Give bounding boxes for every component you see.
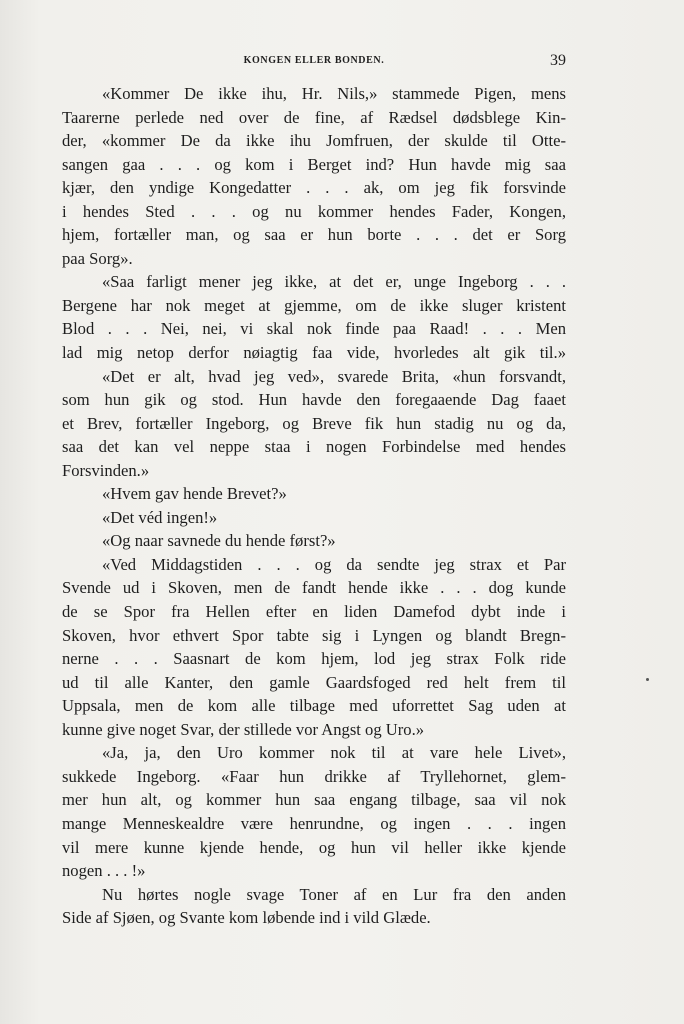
- text-line: hjem, fortæller man, og saa er hun borte . . . det er Sorg: [62, 225, 566, 245]
- text-line: «Ja, ja, den Uro kommer nok til at vare hele Livet»,: [102, 743, 566, 763]
- text-line: et Brev, fortæller Ingeborg, og Breve fik hun stadig nu og da,: [62, 413, 566, 433]
- text-line: Blod . . . Nei, nei, vi skal nok finde paa Raad! . . . Men: [62, 319, 566, 339]
- text-line: lad mig netop derfor nøiagtig faa vide, hvorledes alt gik til.»: [62, 343, 566, 363]
- text-line: Bergene har nok meget at gjemme, om de ikke sluger kristent: [62, 295, 566, 315]
- text-line: mange Menneskealdre være henrundne, og ingen . . . ingen: [62, 813, 566, 833]
- text-line: Side af Sjøen, og Svante kom løbende ind i vild Glæde.: [62, 908, 431, 928]
- text-line: der, «kommer De da ikke ihu Jomfruen, der skulde til Otte-: [62, 131, 566, 151]
- text-line: Uppsala, men de kom alle tilbage med uforrettet Sag uden at: [62, 696, 566, 716]
- text-line: «Hvem gav hende Brevet?»: [102, 484, 287, 504]
- text-line: vil mere kunne kjende hende, og hun vil heller ikke kjende: [62, 837, 566, 857]
- body-text: [62, 82, 566, 930]
- page-number: 39: [550, 52, 566, 69]
- text-line: paa Sorg».: [62, 248, 133, 268]
- text-line: Taarerne perlede ned over de fine, af Rædsel dødsblege Kin-: [62, 107, 566, 127]
- margin-speck: [646, 678, 649, 681]
- text-line: mer hun alt, og kommer hun saa engang tilbage, saa vil nok: [62, 790, 566, 810]
- text-line: «Det er alt, hvad jeg ved», svarede Brita, «hun forsvandt,: [102, 366, 566, 386]
- text-line: «Og naar savnede du hende først?»: [102, 531, 336, 551]
- text-line: sangen gaa . . . og kom i Berget ind? Hun havde mig saa: [62, 154, 566, 174]
- text-line: saa det kan vel neppe staa i nogen Forbindelse med hendes: [62, 437, 566, 457]
- text-line: kunne give noget Svar, der stillede vor Angst og Uro.»: [62, 719, 425, 739]
- text-line: «Ved Middagstiden . . . og da sendte jeg strax et Par: [102, 554, 566, 574]
- text-line: de se Spor fra Hellen efter en liden Damefod dybt inde i: [62, 602, 566, 622]
- text-line: «Det véd ingen!»: [102, 507, 218, 527]
- text-line: sukkede Ingeborg. «Faar hun drikke af Tryllehornet, glem-: [62, 766, 566, 786]
- text-line: nerne . . . Saasnart de kom hjem, lod jeg strax Folk ride: [62, 649, 566, 669]
- page-header: [62, 52, 566, 72]
- text-line: Forsvinden.»: [62, 460, 150, 480]
- running-head: KONGEN ELLER BONDEN.: [243, 55, 385, 66]
- text-line: Skoven, hvor ethvert Spor tabte sig i Lyngen og blandt Bregn-: [62, 625, 566, 645]
- text-line: som hun gik og stod. Hun havde den foregaaende Dag faaet: [62, 390, 566, 410]
- text-line: kjær, den yndige Kongedatter . . . ak, om jeg fik forsvinde: [62, 178, 566, 198]
- text-line: Svende ud i Skoven, men de fandt hende ikke . . . dog kunde: [62, 578, 566, 598]
- text-line: «Kommer De ikke ihu, Hr. Nils,» stammede Pigen, mens: [102, 84, 566, 103]
- text-line: i hendes Sted . . . og nu kommer hendes Fader, Kongen,: [62, 201, 566, 221]
- text-line: nogen . . . !»: [62, 861, 146, 881]
- text-line: ud til alle Kanter, den gamle Gaardsfoged red helt frem til: [62, 672, 566, 692]
- text-line: «Saa farligt mener jeg ikke, at det er, unge Ingeborg . . .: [102, 272, 566, 292]
- text-line: Nu hørtes nogle svage Toner af en Lur fra den anden: [102, 884, 566, 904]
